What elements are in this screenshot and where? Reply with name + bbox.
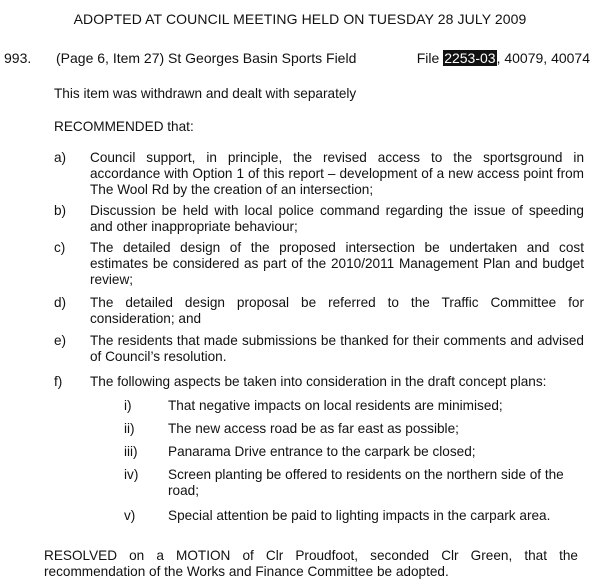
file-number-highlighted: 2253-03 — [444, 50, 496, 66]
recommendation-letter: d) — [54, 295, 67, 310]
recommendation-text: The residents that made submissions be thanked for their comments and advised of Council’s resolution. — [90, 333, 584, 364]
recommendation-text: The detailed design of the proposed intersection be undertaken and cost estimates be considered as part of the 2010/2011 Management Plan and budget review; — [90, 240, 584, 287]
resolution-text: RESOLVED on a MOTION of Clr Proudfoot, seconded Clr Green, that the recommendation of the Works and Finance Committee be adopted. — [44, 548, 578, 579]
file-label: File — [416, 50, 440, 66]
item-header — [4, 50, 590, 68]
withdrawn-note: This item was withdrawn and dealt with separately — [54, 86, 357, 101]
recommendation-letter: b) — [54, 203, 67, 218]
recommendation-letter: e) — [54, 333, 67, 348]
sub-item-number: i) — [124, 398, 132, 413]
sub-item-number: v) — [124, 508, 136, 523]
file-reference — [417, 50, 590, 66]
sub-item-text: Special attention be paid to lighting impacts in the carpark area. — [168, 508, 551, 523]
sub-item-text: Panarama Drive entrance to the carpark be closed; — [168, 444, 476, 459]
recommendation-letter: f) — [54, 374, 63, 389]
sub-item-text: The new access road be as far east as possible; — [168, 421, 459, 436]
recommendation-text: Council support, in principle, the revised access to the sportsground in accordance with Option 1 of this report – development of a new access point from The Wool Rd by the creation of an intersection; — [90, 150, 584, 197]
sub-item-text: Screen planting be offered to residents on the northern side of the road; — [168, 467, 564, 498]
recommendation-letter: c) — [54, 240, 66, 255]
item-number: 993. — [4, 50, 32, 66]
sub-item-number: iv) — [124, 467, 139, 482]
sub-item-number: ii) — [124, 421, 135, 436]
recommendation-text: Discussion be held with local police command regarding the issue of speeding and other inappropriate behaviour; — [90, 203, 584, 234]
recommendation-text: The following aspects be taken into consideration in the draft concept plans: — [90, 374, 547, 389]
item-title: (Page 6, Item 27) St Georges Basin Sports Field — [56, 50, 357, 66]
sub-item-number: iii) — [124, 444, 138, 459]
sub-item-text: That negative impacts on local residents are minimised; — [168, 398, 503, 413]
page-heading: ADOPTED AT COUNCIL MEETING HELD ON TUESDAY 28 JULY 2009 — [73, 11, 527, 27]
file-numbers: , 40079, 40074 — [496, 50, 590, 66]
recommended-intro: RECOMMENDED that: — [54, 119, 194, 134]
recommendation-text: The detailed design proposal be referred to the Traffic Committee for consideration; and — [90, 295, 584, 326]
recommendation-letter: a) — [54, 150, 67, 165]
